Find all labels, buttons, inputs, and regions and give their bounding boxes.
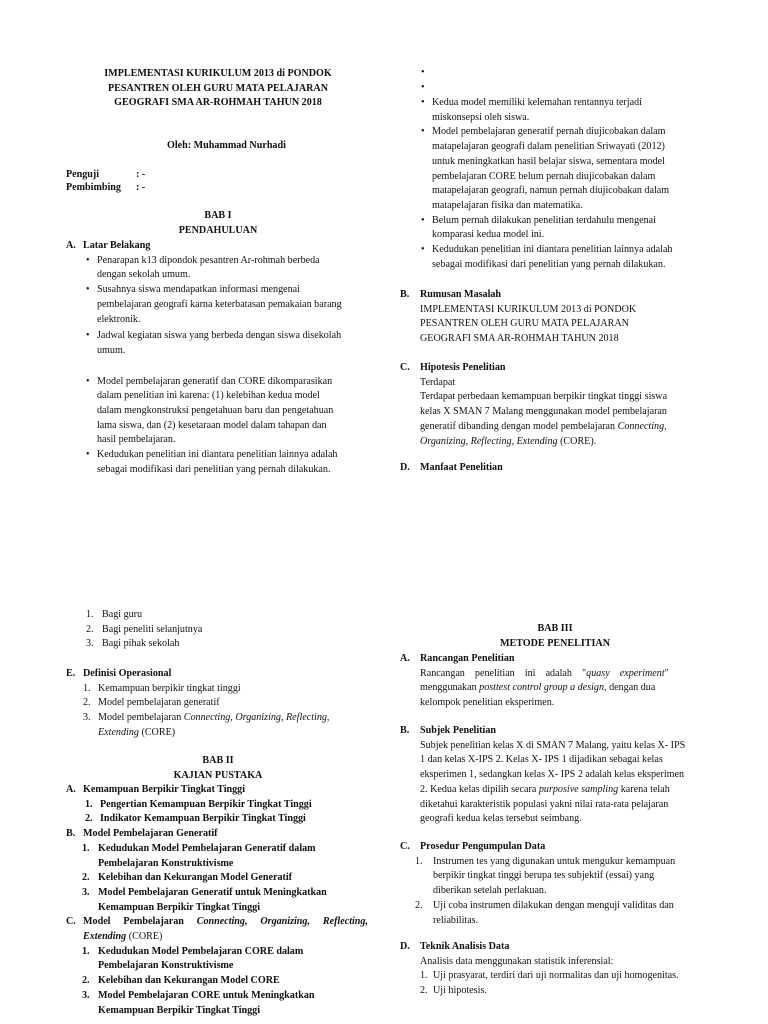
penguji-label: Penguji [66, 169, 100, 180]
section-heading: C. Hipotesis Penelitian [400, 362, 506, 373]
bullet-item: • Kedua model memiliki kelemahan rentannya terjadi miskonsepsi oleh siswa. [421, 96, 711, 125]
bullet-item: • Model pembelajaran generatif pernah diujicobakan dalam matapelajaran geografi dalam penelitian Sriwayati (2012) untuk meningkatkan hasil belajar siswa, sementara model pembelajaran CORE belum pernah diujicobakan dalam matapelajaran geografi, namun pernah diujicobakan dalam matapelajaran fisika dan matematika. [421, 125, 711, 213]
chapter-label: BAB III [537, 623, 573, 634]
chapter-label: BAB II [202, 755, 234, 766]
section-manfaat-heading: D. Manfaat Penelitian [400, 462, 503, 473]
bullet-item: • Jadwal kegiatan siswa yang berbeda dengan siswa disekolah umum. [86, 329, 366, 358]
chapter-heading-bab1 [88, 209, 348, 238]
numbered-item: 1. Uji prasyarat, terdiri dari uji normalitas dan uji homogenitas. [420, 970, 679, 982]
title-line: IMPLEMENTASI KURIKULUM 2013 di PONDOK [104, 68, 332, 79]
numbered-item: 3. Model pembelajaran Connecting, Organizing, Reflecting, Extending (CORE) [83, 712, 330, 738]
manfaat-list [86, 608, 202, 652]
section-heading: B. Subjek Penelitian [400, 725, 496, 736]
numbered-item: 2. Bagi peneliti selanjutnya [86, 623, 203, 635]
numbered-item: 1. Pengertian Kemampuan Berpikir Tingkat Tinggi [85, 798, 312, 810]
bullet-item: • Model pembelajaran generatif dan CORE dikomparasikan dalam penelitian ini karena: (1) kelebihan kedua model dalam mengkonstruksi pengetahuan baru dan pengetahuan lama siswa, dan (2) kesetaraan model dalam tahapan dan hasil pembelajaran. [86, 375, 366, 449]
pembimbing-value: : - [136, 182, 146, 193]
section-heading: E. Definisi Operasional [66, 668, 172, 679]
penguji-value: : - [136, 169, 146, 180]
section-heading: B. Rumusan Masalah [400, 289, 502, 300]
numbered-item: 3. Model Pembelajaran Generatif untuk Meningkatkan Kemampuan Berpikir Tingkat Tinggi [82, 886, 327, 913]
section-heading: C. Prosedur Pengumpulan Data [400, 841, 546, 852]
numbered-item: 2. Uji coba instrumen dilakukan dengan menguji validitas dan reliabilitas. [415, 899, 674, 926]
numbered-item: 1. Kemampuan berpikir tingkat tinggi [83, 682, 241, 694]
section-definisi-operasional [66, 667, 366, 741]
section-prosedur [400, 840, 706, 928]
document-title [88, 67, 348, 111]
chapter-label: BAB I [204, 210, 232, 221]
bullet-item: • Kedudukan penelitian ini diantara penelitian lainnya adalah sebagai modifikasi dari penelitian yang pernah dilakukan. [86, 448, 366, 477]
section-latar-belakang [66, 239, 366, 478]
bullet-item: • Kedudukan penelitian ini diantara penelitian lainnya adalah sebagai modifikasi dari penelitian yang pernah dilakukan. [421, 243, 711, 272]
numbered-item: 2. Model pembelajaran generatif [83, 697, 220, 709]
section-heading: A. Rancangan Penelitian [400, 653, 515, 664]
top-bullet-list [421, 66, 711, 272]
chapter-title: PENDAHULUAN [178, 224, 258, 236]
bullet-item: • Penarapan k13 dipondok pesantren Ar-rohmah berbeda dengan sekolah umum. [86, 254, 366, 283]
section-rancangan: A. Rancangan Penelitian Rancangan penelitian ini adalah "quasy experiment" menggunakan posttest control group a design, dengan dua kelompok penelitian eksperimen. [400, 652, 703, 711]
numbered-item: 1. Kedudukan Model Pembelajaran CORE dalam Pembelajaran Konstruktivisme [82, 945, 304, 972]
section-heading: B. Model Pembelajaran Generatif [66, 828, 218, 840]
bullet-item-empty [421, 81, 711, 96]
section-heading: C. Model Pembelajaran Connecting, Organizing, Reflecting, Extending (CORE) [66, 916, 368, 943]
author: Oleh: Muhammad Nurhadi [167, 140, 286, 151]
bullet-list [66, 254, 366, 478]
title-line: PESANTREN OLEH GURU MATA PELAJARAN [107, 82, 329, 94]
section-heading: D. Teknik Analisis Data [400, 941, 510, 952]
section-hipotesis: C. Hipotesis Penelitian Terdapat Terdapat perbedaan kemampuan berpikir tingkat tinggi siswa kelas X SMAN 7 Malang menggunakan model pembelajaran generatif dibanding dengan model pembelajaran Connecting, Organizing, Reflecting, Extending (CORE). [400, 361, 715, 449]
bullet-item: • Susahnya siswa mendapatkan informasi mengenai pembelajaran geografi karna keterbatasan pemakaian barang elektronik. [86, 283, 366, 327]
section-heading: A. Latar Belakang [66, 240, 151, 251]
numbered-item: 1. Bagi guru [86, 609, 143, 620]
chapter-heading-bab2 [88, 754, 348, 783]
pembimbing-row [66, 181, 145, 196]
section-kajian-pustaka [66, 783, 368, 1018]
bullet-item: • Belum pernah dilakukan penelitian terdahulu mengenai komparasi kedua model ini. [421, 214, 711, 243]
numbered-item: 2. Indikator Kemampuan Berpikir Tingkat Tinggi [85, 813, 306, 825]
title-line: GEOGRAFI SMA AR-ROHMAH TAHUN 2018 [114, 97, 322, 109]
chapter-heading-bab3 [420, 622, 690, 651]
numbered-item: 1. Instrumen tes yang digunakan untuk mengukur kemampuan berpikir tingkat tinggi berupa tes subjektif (essai) yang diberikan setelah perlakuan. [415, 855, 676, 897]
chapter-title: METODE PENELITIAN [499, 637, 611, 649]
section-subjek: B. Subjek Penelitian Subjek penelitian kelas X di SMAN 7 Malang, yaitu kelas X- IPS 1 dan kelas X-IPS 2. Kelas X- IPS 1 dijadikan sebagai kelas eksperimen 1, sedangkan kelas X- IPS 2 adalah kelas eksperimen 2. Kedua kelas dipilih secara purposive sampling karena telah diketahui karakteristik populasi yakni nilai rata-rata pelajaran geografi kedua kelas tersebut seimbang. [400, 724, 706, 827]
numbered-item: 2. Kelebihan dan Kekurangan Model Generatif [82, 872, 293, 884]
section-heading: A. Kemampuan Berpikir Tingkat Tinggi [66, 784, 246, 795]
numbered-item: 2. Kelebihan dan Kekurangan Model CORE [82, 975, 280, 987]
pembimbing-label: Pembimbing [66, 182, 121, 193]
numbered-item: 3. Model Pembelajaran CORE untuk Meningkatkan Kemampuan Berpikir Tingkat Tinggi [82, 989, 315, 1016]
bullet-item-empty [421, 66, 711, 81]
chapter-title: KAJIAN PUSTAKA [173, 769, 263, 781]
section-teknik-analisis: D. Teknik Analisis Data Analisis data menggunakan statistik inferensial: 1. Uji prasyarat, terdiri dari uji normalitas dan uji homogenitas. 2. Uji hipotesis. [400, 940, 706, 999]
numbered-item: 1. Kedudukan Model Pembelajaran Generatif dalam Pembelajaran Konstruktivisme [82, 842, 316, 869]
numbered-item: 3. Bagi pihak sekolah [86, 638, 180, 650]
section-rumusan-masalah: B. Rumusan Masalah IMPLEMENTASI KURIKULUM 2013 di PONDOK PESANTREN OLEH GURU MATA PELAJARAN GEOGRAFI SMA AR-ROHMAH TAHUN 2018 [400, 288, 710, 347]
numbered-item: 2. Uji hipotesis. [420, 985, 487, 997]
